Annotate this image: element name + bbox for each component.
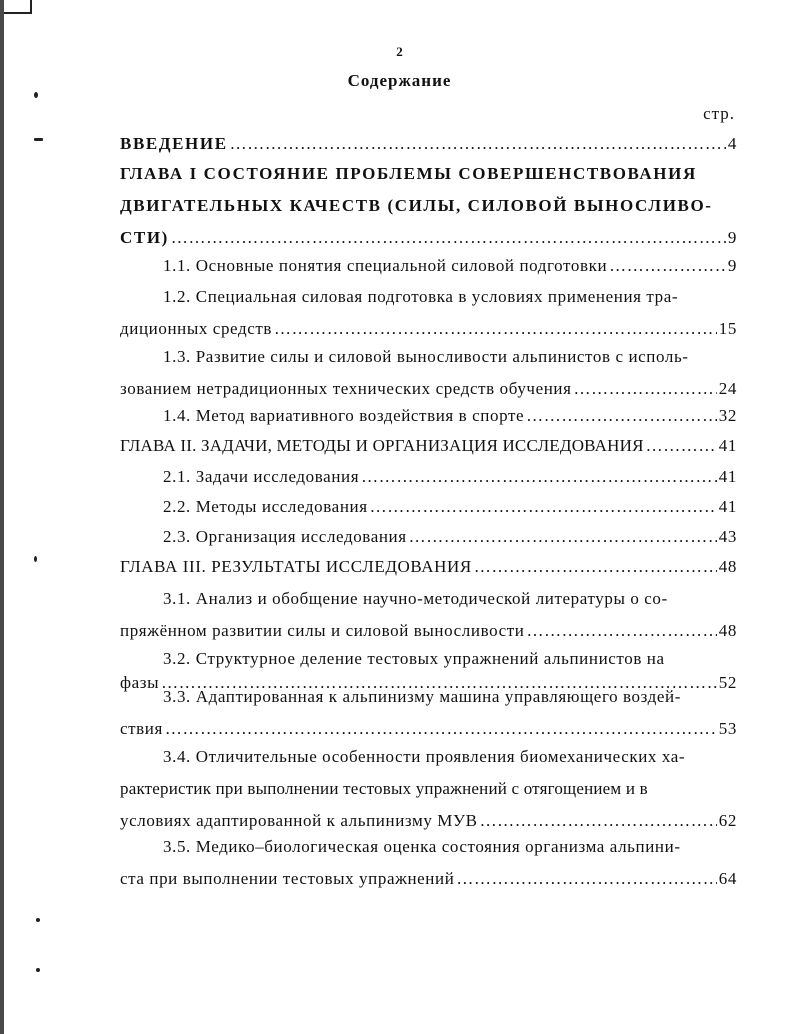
toc-label-line: фазы [120, 673, 160, 692]
toc-entry-chapter-3[interactable] [120, 551, 737, 583]
toc-label: 2.3. Организация исследования [163, 527, 407, 546]
toc-page: 32 [718, 406, 737, 425]
toc-entry-1-3[interactable] [120, 341, 737, 405]
toc-label-line: 1.2. Специальная силовая подготовка в условиях применения тра- [163, 287, 679, 306]
toc-entry-intro[interactable] [120, 128, 737, 160]
toc-entry-chapter-2[interactable] [120, 430, 737, 462]
toc-entry-2-1[interactable] [120, 461, 737, 493]
toc-label-line: 3.2. Структурное деление тестовых упражнений альпинистов на [163, 649, 665, 668]
toc-entry-1-2[interactable] [120, 281, 737, 345]
leader-dots [526, 400, 717, 432]
scan-speck [36, 968, 40, 972]
leader-dots [370, 491, 717, 523]
toc-entry-1-4[interactable] [120, 400, 737, 432]
toc-label-line: 3.4. Отличительные особенности проявления биомеханических ха- [163, 747, 686, 766]
scan-speck [34, 92, 38, 98]
toc-entry-2-3[interactable] [120, 521, 737, 553]
toc-label-line: ствия [120, 719, 163, 738]
page-title: Содержание [347, 71, 452, 90]
toc-page: 15 [718, 319, 737, 338]
toc-label: 2.2. Методы исследования [163, 497, 368, 516]
toc-page: 9 [727, 256, 737, 275]
toc-label-line: ГЛАВА I СОСТОЯНИЕ ПРОБЛЕМЫ СОВЕРШЕНСТВОВАНИЯ [120, 164, 697, 183]
leader-dots [456, 863, 716, 895]
toc-page: 48 [718, 621, 737, 640]
toc-label: ВВЕДЕНИЕ [120, 134, 228, 153]
leader-dots [361, 461, 712, 493]
toc-label: ГЛАВА II. ЗАДАЧИ, МЕТОДЫ И ОРГАНИЗАЦИЯ ИССЛЕДОВАНИЯ [120, 436, 644, 455]
toc-entry-3-3[interactable] [120, 681, 737, 745]
toc-label: 1.4. Метод вариативного воздействия в спорте [163, 406, 525, 425]
toc-page: 64 [718, 869, 737, 888]
toc-entry-2-2[interactable] [120, 491, 737, 523]
toc-entry-chapter-1[interactable] [120, 158, 737, 254]
toc-label-line: СТИ) [120, 228, 169, 247]
toc-label-line: пряжённом развитии силы и силовой выносливости [120, 621, 525, 640]
scan-speck [36, 918, 40, 922]
leader-dots [474, 551, 717, 583]
toc-page: .41 [713, 467, 737, 486]
toc-label-line: ДВИГАТЕЛЬНЫХ КАЧЕСТВ (СИЛЫ, СИЛОВОЙ ВЫНОСЛИВО- [120, 196, 713, 215]
toc-label-line: 1.3. Развитие силы и силовой выносливости альпинистов с исполь- [163, 347, 689, 366]
leader-dots [409, 521, 717, 553]
toc-label: 2.1. Задачи исследования [163, 467, 360, 486]
toc-page: 4 [727, 134, 737, 153]
toc-label: 1.1. Основные понятия специальной силовой подготовки [163, 256, 608, 275]
toc-label-line: ста при выполнении тестовых упражнений [120, 869, 455, 888]
page-column-label: стр. [703, 104, 735, 123]
toc-label-line: 3.1. Анализ и обобщение научно-методической литературы о со- [163, 589, 668, 608]
toc-page: 52 [718, 673, 737, 692]
toc-label-line: условиях адаптированной к альпинизму МУВ [120, 811, 478, 830]
toc-page: 48 [718, 557, 737, 576]
scan-speck [34, 138, 43, 141]
page-number: 2 [396, 44, 403, 59]
toc-label-line: зованием нетрадиционных технических средств обучения [120, 379, 572, 398]
toc-entry-1-1[interactable] [120, 250, 737, 282]
leader-dots [609, 250, 726, 282]
toc-label-line: 3.5. Медико–биологическая оценка состояния организма альпини- [163, 837, 681, 856]
toc-entry-3-5[interactable] [120, 831, 737, 895]
toc-page: 41 [718, 497, 737, 516]
leader-dots [230, 128, 726, 160]
toc-page: 9 [727, 228, 737, 247]
leader-dots [646, 430, 717, 462]
toc-label-line: 3.3. Адаптированная к альпинизму машина управляющего воздей- [163, 687, 682, 706]
toc-entry-3-1[interactable] [120, 583, 737, 647]
scan-edge-artifact [0, 0, 4, 1034]
toc-page: 62 [718, 811, 737, 830]
toc-page: 43 [718, 527, 737, 546]
scan-speck [34, 556, 37, 562]
toc-page: 53 [718, 719, 737, 738]
scan-corner-artifact [4, 0, 32, 14]
toc-label: ГЛАВА III. РЕЗУЛЬТАТЫ ИССЛЕДОВАНИЯ [120, 557, 472, 576]
toc-label-line: диционных средств [120, 319, 273, 338]
toc-label-line: рактеристик при выполнении тестовых упражнений с отягощением и в [120, 779, 648, 798]
toc-page: 24 [718, 379, 737, 398]
toc-entry-3-4[interactable] [120, 741, 737, 837]
toc-page: 41 [718, 436, 737, 455]
